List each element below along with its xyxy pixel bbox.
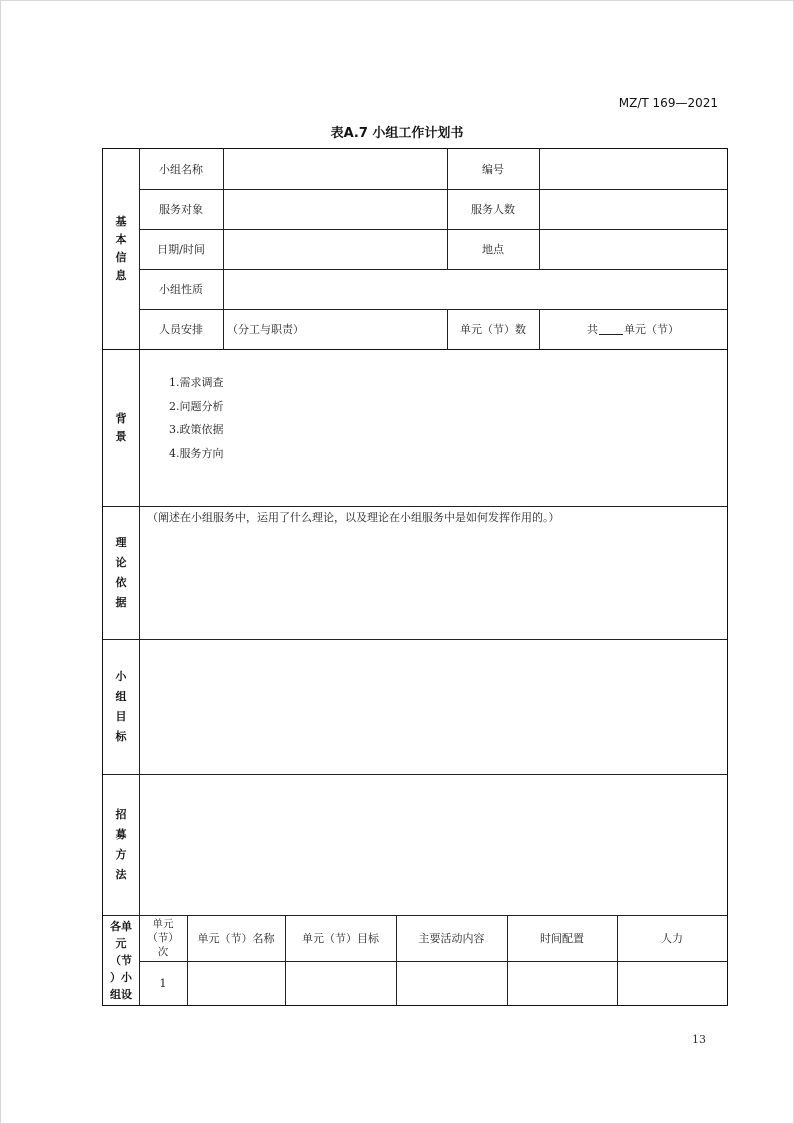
section-label-char: 信 xyxy=(115,251,127,264)
unit-goal-header: 单元（节）目标 xyxy=(302,932,379,945)
page-number: 13 xyxy=(692,1033,706,1046)
section-label-char: 元 xyxy=(115,936,127,950)
section-label-char: 本 xyxy=(115,233,127,246)
unit-name-cell[interactable] xyxy=(187,961,285,1005)
manpower-cell[interactable] xyxy=(617,961,727,1005)
time-allocation-header: 时间配置 xyxy=(540,932,584,945)
manpower-header: 人力 xyxy=(661,932,683,945)
recruitment-field[interactable] xyxy=(139,774,727,915)
section-label-char: 理 xyxy=(115,535,127,549)
service-count-field[interactable] xyxy=(539,189,727,229)
section-label-char: 论 xyxy=(115,555,127,569)
group-nature-label: 小组性质 xyxy=(159,283,203,296)
section-line xyxy=(103,349,727,350)
unit-name-header: 单元（节）名称 xyxy=(197,932,275,945)
unit-goal-cell[interactable] xyxy=(285,961,396,1005)
section-label-char: 组 xyxy=(115,689,127,703)
number-field[interactable] xyxy=(539,149,727,189)
header-line: 次 xyxy=(157,946,169,958)
background-section-label xyxy=(103,349,139,506)
staffing-field[interactable] xyxy=(223,309,447,349)
section-label-char: 据 xyxy=(115,595,127,609)
list-item: 2.问题分析 xyxy=(169,399,224,413)
number-label: 编号 xyxy=(482,163,504,176)
units-count-suffix: 单元（节） xyxy=(624,323,679,336)
goals-section-label xyxy=(103,639,139,774)
group-name-field[interactable] xyxy=(223,149,447,189)
theory-section-label xyxy=(103,506,139,639)
group-nature-field[interactable] xyxy=(223,269,727,309)
units-count-prefix: 共 xyxy=(587,323,598,336)
header-line: 单元 xyxy=(152,918,174,930)
main-activity-cell[interactable] xyxy=(396,961,507,1005)
time-allocation-cell[interactable] xyxy=(507,961,617,1005)
section-label-char: 标 xyxy=(115,729,127,743)
section-label-char: 基 xyxy=(115,215,127,228)
service-count-label: 服务人数 xyxy=(471,203,515,216)
section-label-char: 方 xyxy=(115,847,127,861)
location-label: 地点 xyxy=(482,243,504,256)
staffing-label: 人员安排 xyxy=(159,323,203,336)
section-label-char: 各单 xyxy=(110,919,132,933)
goals-field[interactable] xyxy=(139,639,727,774)
units-count-field[interactable] xyxy=(539,309,727,349)
header-line: （节） xyxy=(147,932,179,944)
section-label-char: 依 xyxy=(115,575,127,589)
section-label-char: （节 xyxy=(110,953,132,967)
list-item: 4.服务方向 xyxy=(169,446,224,460)
section-label-char: 小 xyxy=(115,669,127,683)
standard-code: MZ/T 169—2021 xyxy=(618,96,718,110)
recruitment-section-label xyxy=(103,774,139,915)
section-label-char: 背 xyxy=(115,411,127,425)
section-label-char: 息 xyxy=(115,269,127,282)
theory-hint: （阐述在小组服务中，运用了什么理论，以及理论在小组服务中是如何发挥作用的。） xyxy=(147,511,560,524)
group-name-label: 小组名称 xyxy=(159,163,203,176)
unit-number-header xyxy=(139,915,187,961)
datetime-label: 日期/时间 xyxy=(157,243,205,256)
group-work-plan-table xyxy=(102,148,728,1006)
section-label-char: ）小 xyxy=(110,970,132,984)
section-label-char: 法 xyxy=(115,867,127,881)
section-label-char: 募 xyxy=(115,827,127,841)
location-field[interactable] xyxy=(539,229,727,269)
service-target-field[interactable] xyxy=(223,189,447,229)
units-section-label xyxy=(103,915,139,1005)
staffing-hint: （分工与职责） xyxy=(227,323,304,336)
section-label-char: 招 xyxy=(115,807,127,821)
background-list xyxy=(169,371,224,465)
list-item: 1.需求调查 xyxy=(169,376,224,389)
section-label-char: 目 xyxy=(115,709,127,723)
datetime-field[interactable] xyxy=(223,229,447,269)
main-activity-header: 主要活动内容 xyxy=(418,932,485,945)
units-count-label: 单元（节）数 xyxy=(460,323,526,336)
list-item: 3.政策依据 xyxy=(169,423,224,436)
section-label-char: 组设 xyxy=(110,987,132,1001)
basic-info-section-label xyxy=(103,149,139,349)
service-target-label: 服务对象 xyxy=(159,203,203,216)
unit-number-cell: 1 xyxy=(159,976,167,990)
section-line xyxy=(103,506,727,507)
units-count-blank[interactable] xyxy=(599,323,623,335)
table-title: 表A.7 小组工作计划书 xyxy=(330,126,464,141)
section-label-char: 景 xyxy=(115,429,127,443)
